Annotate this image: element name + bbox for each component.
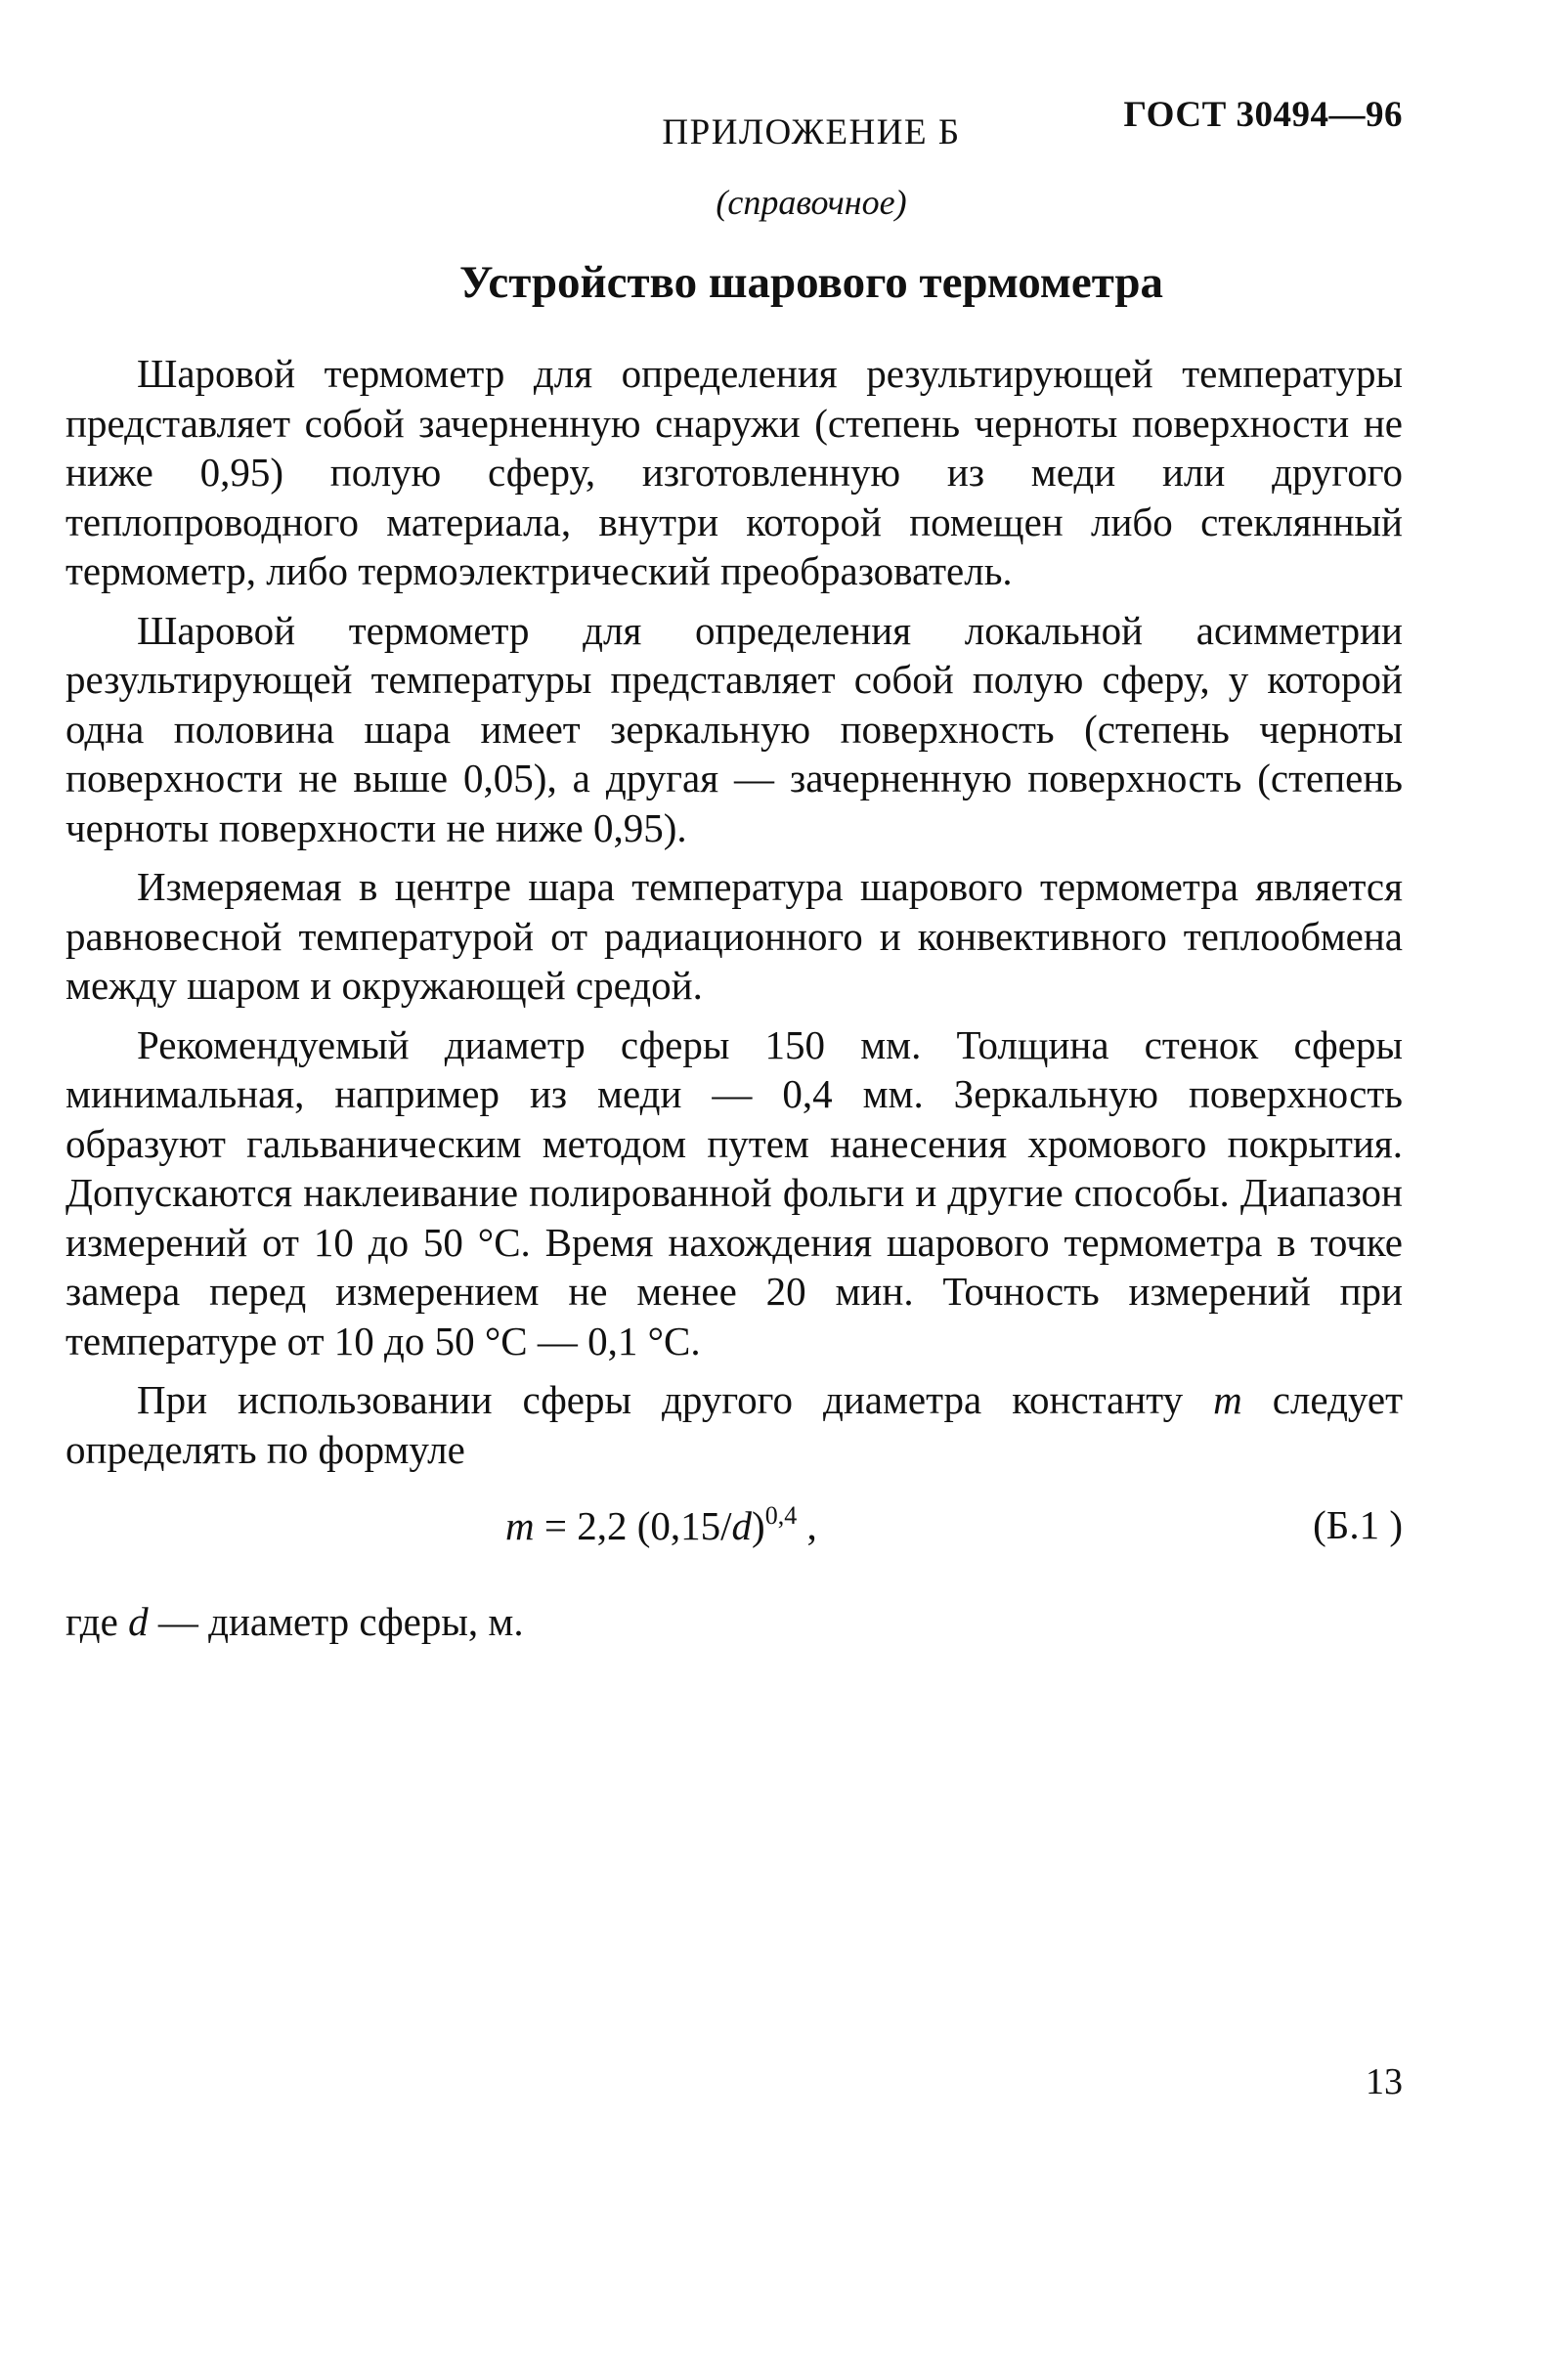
- legend-prefix: где: [65, 1599, 129, 1644]
- page-number: 13: [1366, 2061, 1403, 2102]
- paragraph: Рекомендуемый диаметр сферы 150 мм. Толщина стенок сферы минимальная, например из меди — 0,4 мм. Зеркальную поверхность образуют гальваническим методом путем нанесения хромового покрытия. Допускаются наклеивание полированной фольги и другие способы. Диапазон измерений от 10 до 50 °С. Время нахождения шарового термометра в точке замера перед измерением не менее 20 мин. Точность измерений при температуре от 10 до 50 °С — 0,1 °С.: [65, 1021, 1403, 1363]
- variable-m: m: [1213, 1377, 1242, 1422]
- section-heading: Устройство шарового термометра: [458, 257, 1164, 308]
- formula-middle: = 2,2 (0,15/: [534, 1503, 732, 1548]
- paragraph: Измеряемая в центре шара температура шарового термометра является равновесной температурой от радиационного и конвективного теплообмена между шаром и окружающей средой.: [65, 864, 1403, 1008]
- formula-number: (Б.1 ): [1313, 1502, 1403, 1547]
- paragraph-text: При использовании сферы другого диаметра константу: [137, 1377, 1214, 1422]
- formula: [505, 1501, 817, 1549]
- formula-close: ): [752, 1503, 765, 1548]
- legend-text: — диаметр сферы, м.: [148, 1599, 524, 1644]
- document-code: ГОСТ 30494—96: [1123, 95, 1403, 135]
- formula-tail: ,: [797, 1503, 817, 1548]
- appendix-title: ПРИЛОЖЕНИЕ Б: [662, 112, 961, 152]
- formula-lhs: m: [505, 1503, 535, 1548]
- formula-exponent: 0,4: [764, 1501, 798, 1530]
- paragraph: Шаровой термометр для определения локальной асимметрии результирующей температуры представляет собой полую сферу, у которой одна половина шара имеет зеркальную поверхность (степень черноты поверхности не выше 0,05), а другая — зачерненную поверхность (степень черноты поверхности не ниже 0,95).: [65, 607, 1403, 850]
- paragraph-text: следует определять по формуле: [65, 1377, 1403, 1472]
- body-text: [65, 349, 1403, 1484]
- paragraph: Шаровой термометр для определения результирующей температуры представляет собой зачерненную снаружи (степень черноты поверхности не ниже 0,95) полую сферу, изготовленную из меди или другого теплопроводного материала, внутри которой помещен либо стеклянный термометр, либо термоэлектрический преобразователь.: [65, 351, 1403, 593]
- legend-var-d: d: [128, 1599, 149, 1644]
- appendix-note: (справочное): [716, 183, 907, 222]
- formula-var-d: d: [731, 1503, 753, 1548]
- paragraph: [65, 1375, 1403, 1474]
- formula-legend: [65, 1598, 524, 1645]
- formula-row: [65, 1501, 1403, 1560]
